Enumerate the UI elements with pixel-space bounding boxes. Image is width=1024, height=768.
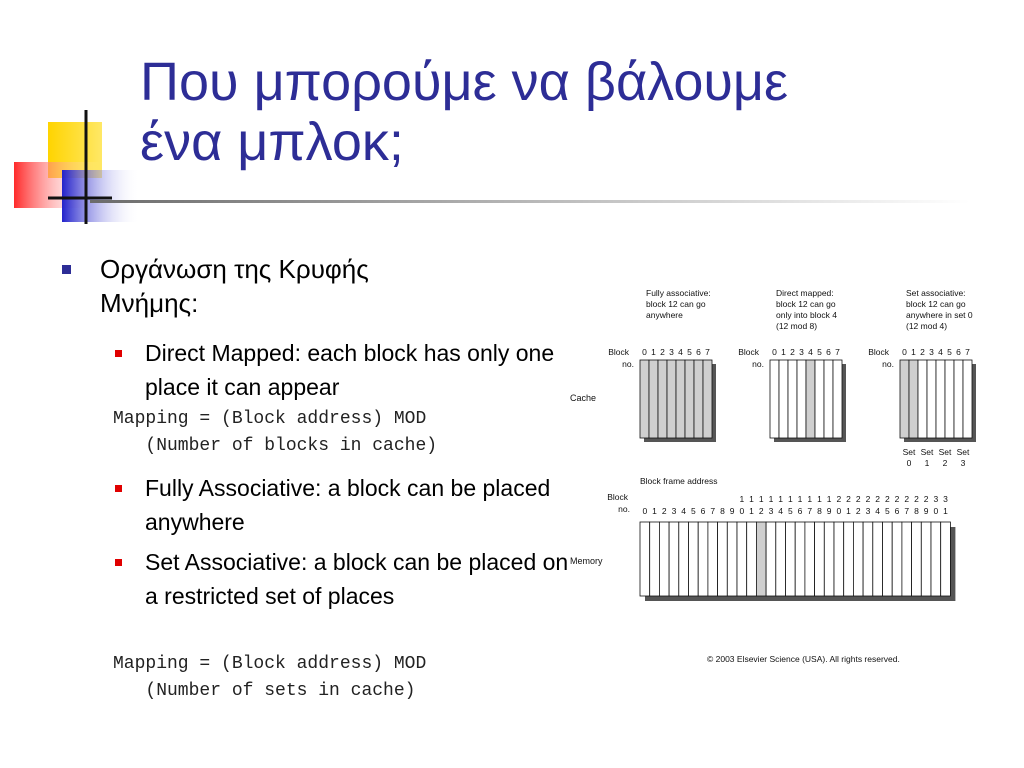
cache-block-cell [927, 360, 936, 438]
memory-index-tens: 1 [768, 494, 774, 504]
corner-decoration [0, 100, 140, 230]
bullet-set-associative [112, 545, 572, 613]
memory-index-tens: 3 [933, 494, 939, 504]
memory-index-tens: 2 [904, 494, 910, 504]
memory-block-cell [892, 522, 902, 596]
cache-block-cell [640, 360, 649, 438]
cache-row-label: Cache [570, 393, 597, 403]
cache-block-index: 1 [781, 347, 786, 357]
memory-index-units: 8 [720, 506, 725, 516]
cache-block-cell [703, 360, 712, 438]
memory-index-tens: 1 [739, 494, 745, 504]
memory-block-cell [931, 522, 941, 596]
cache-block-cell [694, 360, 703, 438]
cache-block-index: 0 [642, 347, 647, 357]
memory-row-label: Memory [570, 556, 603, 566]
memory-index-units: 6 [700, 506, 706, 516]
cache-block-cell [806, 360, 815, 438]
cache-block-cell [954, 360, 963, 438]
memory-index-tens: 1 [826, 494, 832, 504]
cache-block-index: 0 [902, 347, 907, 357]
memory-index-units: 1 [749, 506, 754, 516]
memory-block-cell [737, 522, 747, 596]
set-word: Set [902, 447, 916, 457]
memory-block-cell [659, 522, 669, 596]
memory-block-cell [776, 522, 786, 596]
memory-index-tens: 2 [884, 494, 890, 504]
memory-index-units: 4 [778, 506, 784, 516]
cache-block-cell [649, 360, 658, 438]
cache-block-index: 1 [651, 347, 656, 357]
bullet-text: Direct Mapped: each block has only one place it can appear [145, 340, 555, 400]
memory-index-tens: 1 [817, 494, 822, 504]
cache-block-index: 7 [835, 347, 840, 357]
memory-index-tens: 2 [836, 494, 842, 504]
memory-block-cell [912, 522, 922, 596]
memory-block-cell [805, 522, 815, 596]
cache-block-index: 3 [929, 347, 934, 357]
cache-block-cell [824, 360, 833, 438]
memory-block-cell [863, 522, 873, 596]
memory-index-tens: 2 [923, 494, 929, 504]
cache-block-cell [936, 360, 945, 438]
memory-index-units: 4 [681, 506, 687, 516]
cache-block-index: 4 [938, 347, 943, 357]
cache-block-cell [963, 360, 972, 438]
memory-index-tens: 1 [749, 494, 754, 504]
set-word: Set [920, 447, 934, 457]
memory-index-units: 1 [846, 506, 851, 516]
panel-caption-line: anywhere [646, 310, 683, 320]
panel-caption-line: Set associative: [906, 288, 966, 298]
cache-block-cell [797, 360, 806, 438]
bullet-text: Οργάνωση της Κρυφής Μνήμης: [100, 254, 369, 318]
set-word: Set [956, 447, 970, 457]
cache-block-cell [770, 360, 779, 438]
memory-index-tens: 1 [778, 494, 784, 504]
memory-block-cell [873, 522, 883, 596]
memory-block-cell [679, 522, 689, 596]
memory-block-cell [727, 522, 737, 596]
block-frame-address-label: Block frame address [640, 476, 718, 486]
block-label: Block [738, 347, 759, 357]
memory-index-tens: 3 [943, 494, 948, 504]
mapping-line: (Number of sets in cache) [145, 681, 416, 701]
memory-block-cell [766, 522, 776, 596]
cache-block-index: 5 [817, 347, 822, 357]
memory-index-units: 2 [758, 506, 764, 516]
cache-block-index: 2 [660, 347, 665, 357]
cache-block-cell [900, 360, 909, 438]
memory-block-cell [815, 522, 825, 596]
memory-index-tens: 2 [865, 494, 871, 504]
bullet-fully-associative [112, 471, 572, 539]
cache-block-index: 6 [956, 347, 961, 357]
memory-index-units: 4 [875, 506, 881, 516]
memory-index-units: 3 [768, 506, 774, 516]
memory-index-units: 0 [933, 506, 939, 516]
memory-index-units: 7 [710, 506, 716, 516]
mapping-formula-2 [113, 651, 426, 705]
mapping-formula-1 [113, 406, 437, 460]
memory-index-units: 0 [836, 506, 842, 516]
memory-index-units: 0 [739, 506, 745, 516]
memory-index-tens: 1 [797, 494, 803, 504]
no-label: no. [622, 359, 634, 369]
memory-block-cell [941, 522, 951, 596]
memory-block-cell [756, 522, 766, 596]
cache-block-index: 6 [826, 347, 831, 357]
cache-block-cell [945, 360, 954, 438]
memory-index-units: 2 [855, 506, 861, 516]
cache-block-cell [676, 360, 685, 438]
memory-index-tens: 1 [807, 494, 813, 504]
cache-block-cell [788, 360, 797, 438]
block-label: Block [607, 492, 628, 502]
panel-caption-line: (12 mod 8) [776, 321, 818, 331]
memory-index-units: 7 [807, 506, 813, 516]
memory-block-cell [669, 522, 679, 596]
set-number: 2 [942, 458, 948, 468]
memory-index-tens: 1 [787, 494, 793, 504]
memory-index-units: 8 [817, 506, 822, 516]
title-line-1: Που μπορούμε να βάλουμε [140, 52, 789, 112]
memory-index-units: 9 [923, 506, 929, 516]
bullet-cache-organization [62, 252, 462, 320]
cache-block-index: 7 [965, 347, 970, 357]
panel-caption-line: anywhere in set 0 [906, 310, 973, 320]
memory-index-tens: 2 [875, 494, 881, 504]
memory-block-cell [786, 522, 796, 596]
title-underline [90, 200, 970, 203]
memory-block-cell [640, 522, 650, 596]
memory-block-cell [795, 522, 805, 596]
memory-block-cell [902, 522, 912, 596]
memory-index-units: 8 [914, 506, 919, 516]
cache-block-index: 4 [678, 347, 683, 357]
panel-caption-line: only into block 4 [776, 310, 837, 320]
memory-index-tens: 1 [758, 494, 764, 504]
panel-caption-line: block 12 can go [906, 299, 966, 309]
memory-block-cell [689, 522, 699, 596]
no-label: no. [882, 359, 894, 369]
title-line-2: ένα μπλοκ; [140, 112, 404, 172]
memory-block-cell [853, 522, 863, 596]
cache-block-cell [685, 360, 694, 438]
panel-caption-line: block 12 can go [776, 299, 836, 309]
cache-block-cell [658, 360, 667, 438]
cache-block-index: 3 [669, 347, 674, 357]
cache-block-cell [779, 360, 788, 438]
cache-block-cell [909, 360, 918, 438]
cache-block-index: 5 [947, 347, 952, 357]
panel-caption-line: Fully associative: [646, 288, 711, 298]
memory-index-tens: 2 [914, 494, 919, 504]
block-label: Block [608, 347, 629, 357]
mapping-line: (Number of blocks in cache) [145, 436, 438, 456]
no-label: no. [752, 359, 764, 369]
memory-index-units: 5 [690, 506, 696, 516]
memory-index-tens: 2 [894, 494, 900, 504]
cache-block-index: 1 [911, 347, 916, 357]
bullet-square-icon [62, 265, 71, 274]
memory-index-units: 3 [671, 506, 677, 516]
block-label: Block [868, 347, 889, 357]
mapping-line: Mapping = (Block address) MOD [113, 654, 427, 674]
cache-block-index: 5 [687, 347, 692, 357]
memory-block-cell [824, 522, 834, 596]
cache-block-index: 6 [696, 347, 701, 357]
memory-index-units: 1 [652, 506, 657, 516]
memory-index-units: 6 [894, 506, 900, 516]
panel-caption-line: (12 mod 4) [906, 321, 948, 331]
bullet-direct-mapped [112, 336, 572, 404]
memory-index-units: 5 [787, 506, 793, 516]
memory-index-tens: 2 [846, 494, 851, 504]
set-number: 0 [906, 458, 912, 468]
bullet-square-icon [115, 559, 122, 566]
set-number: 3 [960, 458, 966, 468]
cache-block-cell [667, 360, 676, 438]
memory-index-units: 0 [642, 506, 648, 516]
memory-index-units: 7 [904, 506, 910, 516]
cache-block-index: 0 [772, 347, 777, 357]
bullet-text: Set Associative: a block can be placed on a restricted set of places [145, 549, 569, 609]
slide-title [140, 52, 1000, 172]
memory-index-units: 5 [884, 506, 890, 516]
cache-block-index: 2 [920, 347, 925, 357]
mapping-line: Mapping = (Block address) MOD [113, 409, 427, 429]
memory-block-cell [883, 522, 893, 596]
panel-caption-line: block 12 can go [646, 299, 706, 309]
panel-caption-line: Direct mapped: [776, 288, 834, 298]
bullet-square-icon [115, 485, 122, 492]
memory-index-units: 6 [797, 506, 803, 516]
cache-block-cell [833, 360, 842, 438]
cache-block-cell [815, 360, 824, 438]
memory-block-cell [921, 522, 931, 596]
memory-index-units: 3 [865, 506, 871, 516]
memory-index-units: 9 [729, 506, 735, 516]
set-number: 1 [924, 458, 930, 468]
memory-block-cell [834, 522, 844, 596]
memory-index-units: 1 [943, 506, 948, 516]
memory-index-units: 2 [661, 506, 667, 516]
memory-block-cell [708, 522, 718, 596]
memory-block-cell [844, 522, 854, 596]
memory-block-cell [650, 522, 660, 596]
cache-block-index: 4 [808, 347, 813, 357]
memory-index-tens: 2 [855, 494, 861, 504]
memory-block-cell [718, 522, 728, 596]
bullet-square-icon [115, 350, 122, 357]
set-word: Set [938, 447, 952, 457]
cache-placement-figure [568, 282, 988, 674]
bullet-text: Fully Associative: a block can be placed anywhere [145, 475, 551, 535]
copyright-notice: © 2003 Elsevier Science (USA). All rights reserved. [707, 654, 900, 664]
cache-block-index: 3 [799, 347, 804, 357]
no-label: no. [618, 504, 630, 514]
memory-block-cell [747, 522, 757, 596]
cache-block-index: 2 [790, 347, 795, 357]
cache-block-cell [918, 360, 927, 438]
memory-block-cell [698, 522, 708, 596]
memory-index-units: 9 [826, 506, 832, 516]
cache-block-index: 7 [705, 347, 710, 357]
